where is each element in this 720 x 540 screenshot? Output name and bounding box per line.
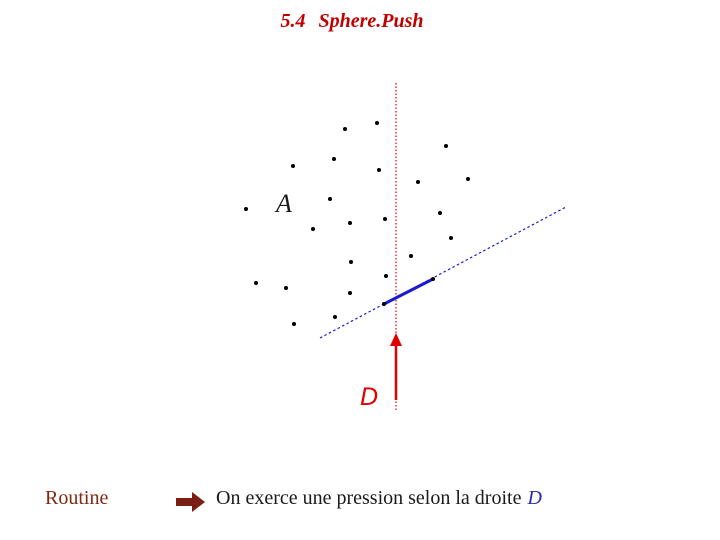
point: [291, 164, 295, 168]
point: [449, 236, 453, 240]
point: [409, 254, 413, 258]
point: [444, 144, 448, 148]
point: [384, 274, 388, 278]
line-label-d: D: [360, 383, 379, 411]
point-set: [244, 121, 470, 326]
point: [254, 281, 258, 285]
point: [343, 127, 347, 131]
point: [383, 217, 387, 221]
point: [466, 177, 470, 181]
routine-line-name: D: [527, 487, 542, 509]
point: [349, 260, 353, 264]
title-number: 5.4: [280, 10, 306, 32]
point: [284, 286, 288, 290]
right-arrow-icon: [176, 490, 206, 514]
set-label-a: A: [276, 189, 292, 218]
point: [416, 180, 420, 184]
point: [328, 197, 332, 201]
point: [382, 302, 386, 306]
point: [333, 315, 337, 319]
point: [348, 221, 352, 225]
point: [244, 207, 248, 211]
routine-description: [216, 487, 542, 510]
point: [438, 211, 442, 215]
routine-label: Routine: [45, 487, 109, 509]
dashed-line: [320, 207, 566, 338]
point: [431, 277, 435, 281]
push-arrow-head: [390, 333, 402, 346]
point: [375, 121, 379, 125]
point: [332, 157, 336, 161]
point: [311, 227, 315, 231]
point: [377, 168, 381, 172]
point: [348, 291, 352, 295]
solid-segment: [384, 279, 433, 304]
routine-description-text: On exerce une pression selon la droite: [216, 487, 522, 509]
point: [292, 322, 296, 326]
title-name: Sphere.Push: [318, 10, 424, 32]
